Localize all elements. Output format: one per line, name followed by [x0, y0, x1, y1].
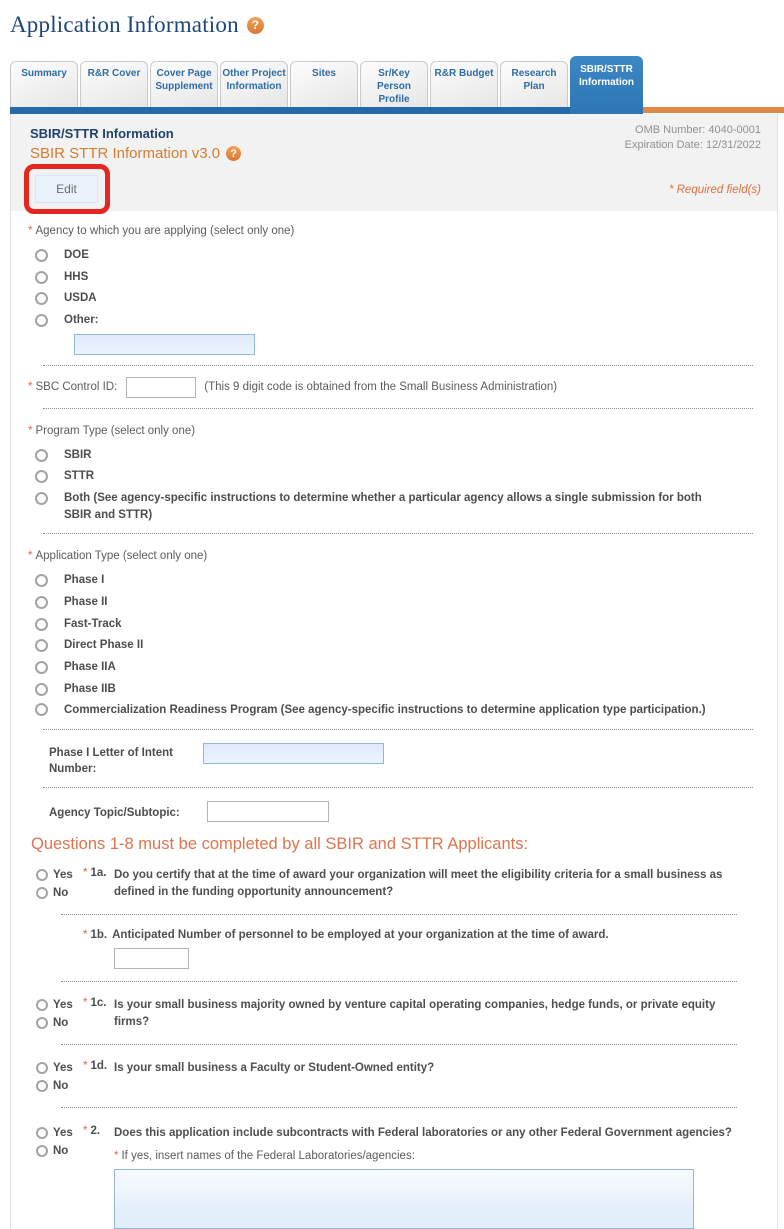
- tab-bar: [10, 56, 784, 107]
- radio-q2-yes-icon[interactable]: [36, 1127, 48, 1139]
- radio-q1c-no-icon[interactable]: [36, 1017, 48, 1029]
- form-panel-header: [11, 114, 777, 211]
- section-divider: [43, 533, 753, 534]
- section-divider: [43, 787, 753, 788]
- tab-sbir-sttr-information[interactable]: SBIR/STTR Information: [570, 56, 643, 114]
- required-note: * Required field(s): [668, 184, 761, 196]
- topic-label: Agency Topic/Subtopic:: [49, 807, 180, 820]
- radio-sbir-icon[interactable]: [35, 449, 48, 462]
- option-label: HHS: [64, 270, 89, 283]
- option-phase-1[interactable]: [11, 572, 777, 589]
- option-label: DOE: [64, 249, 89, 261]
- option-label: Both (See agency-specific instructions to determine whether a particular agency allows a single submission for both SBIR and STTR): [64, 492, 702, 521]
- radio-phase-2b-icon[interactable]: [35, 683, 48, 696]
- option-fast-track[interactable]: [11, 616, 777, 633]
- tab-other-project-information[interactable]: Other Project Information: [220, 61, 288, 107]
- q1b-personnel-input[interactable]: [114, 948, 189, 969]
- program-type-options: [11, 447, 777, 524]
- option-phase-2b[interactable]: [11, 681, 777, 698]
- page-title: Application Information: [10, 12, 239, 37]
- option-sttr[interactable]: [11, 468, 777, 485]
- section-divider: [43, 729, 753, 730]
- question-2: Yes No * 2. Does this application include subcontracts with Federal laboratories or any other Federal Government agencies? * If yes, insert names of the Federal Laboratories/agencies:: [11, 1124, 777, 1229]
- tab-underline-blue: [10, 107, 643, 114]
- q1a-no[interactable]: No: [36, 884, 83, 902]
- q1c-text: Is your small business majority owned by venture capital operating companies, hedge funds, or private equity firms?: [114, 999, 716, 1029]
- loi-label: Phase I Letter of Intent Number:: [49, 747, 173, 776]
- radio-hhs-icon[interactable]: [35, 271, 48, 284]
- agency-topic-input[interactable]: [207, 801, 329, 822]
- option-hhs[interactable]: [11, 269, 777, 286]
- option-label: Commercialization Readiness Program (See agency-specific instructions to determine application type participation.): [64, 704, 706, 717]
- tab-sr-key-person-profile[interactable]: Sr/Key Person Profile: [360, 61, 428, 107]
- radio-doe-icon[interactable]: [35, 249, 48, 262]
- section-divider: [43, 365, 753, 366]
- option-label: Phase IIB: [64, 682, 116, 695]
- help-icon[interactable]: ?: [226, 146, 241, 161]
- option-label: USDA: [64, 292, 97, 305]
- form-panel: [10, 114, 778, 1229]
- agency-options: [11, 247, 777, 355]
- radio-q1d-no-icon[interactable]: [36, 1080, 48, 1092]
- radio-other-icon[interactable]: [35, 314, 48, 327]
- q1a-text: Do you certify that at the time of award your organization will meet the eligibility criteria for a small business as defined in the funding opportunity announcement?: [114, 869, 723, 899]
- radio-q1a-yes-icon[interactable]: [36, 869, 48, 881]
- option-label: Phase I: [64, 574, 105, 587]
- section-divider: [43, 408, 753, 409]
- form-title: SBIR STTR Information v3.0: [30, 145, 221, 162]
- option-label: Fast-Track: [64, 617, 122, 630]
- form-body: [11, 211, 777, 1229]
- radio-sttr-icon[interactable]: [35, 470, 48, 483]
- option-phase-2a[interactable]: [11, 659, 777, 676]
- option-usda[interactable]: [11, 290, 777, 307]
- tab-rr-budget[interactable]: R&R Budget: [430, 61, 498, 107]
- radio-phase-2-icon[interactable]: [35, 596, 48, 609]
- omb-info: [625, 123, 761, 153]
- question-divider: [61, 1107, 737, 1108]
- program-type-label: * Program Type (select only one): [28, 424, 196, 437]
- option-doe[interactable]: [11, 247, 777, 264]
- option-both[interactable]: [11, 490, 777, 523]
- radio-fast-track-icon[interactable]: [35, 618, 48, 631]
- application-type-options: [11, 572, 777, 719]
- question-divider: [61, 981, 737, 982]
- question-1c: Yes No * 1c. Is your small business majority owned by venture capital operating companies, hedge funds, or private equity firms?: [11, 996, 777, 1032]
- radio-crp-icon[interactable]: [35, 703, 48, 716]
- q2-sub-label: * If yes, insert names of the Federal Laboratories/agencies:: [114, 1150, 415, 1163]
- loi-row: [11, 743, 777, 777]
- expiration-date: Expiration Date: 12/31/2022: [624, 139, 761, 151]
- option-label: Phase IIA: [64, 661, 116, 674]
- option-commercialization-readiness[interactable]: [11, 702, 777, 719]
- option-label: STTR: [64, 470, 95, 483]
- loi-number-input[interactable]: [203, 743, 384, 764]
- tab-cover-page-supplement[interactable]: Cover Page Supplement: [150, 61, 218, 107]
- option-label: Direct Phase II: [64, 639, 144, 652]
- radio-both-icon[interactable]: [35, 492, 48, 505]
- sbc-row: * SBC Control ID: (This 9 digit code is obtained from the Small Business Administration): [11, 377, 777, 398]
- question-divider: [61, 1044, 737, 1045]
- question-divider: [61, 914, 737, 915]
- tab-sites[interactable]: Sites: [290, 61, 358, 107]
- question-1b: * 1b. Anticipated Number of personnel to be employed at your organization at the time of award.: [11, 929, 777, 969]
- radio-phase-2a-icon[interactable]: [35, 661, 48, 674]
- radio-phase-1-icon[interactable]: [35, 574, 48, 587]
- agency-other-input[interactable]: [74, 334, 255, 355]
- option-label: Phase II: [64, 596, 108, 609]
- q2-yes[interactable]: Yes: [36, 1124, 83, 1142]
- radio-q2-no-icon[interactable]: [36, 1145, 48, 1157]
- radio-q1c-yes-icon[interactable]: [36, 999, 48, 1011]
- radio-usda-icon[interactable]: [35, 292, 48, 305]
- topic-row: [11, 801, 777, 822]
- q1d-no[interactable]: No: [36, 1077, 83, 1095]
- tab-research-plan[interactable]: Research Plan: [500, 61, 568, 107]
- tab-rr-cover[interactable]: R&R Cover: [80, 61, 148, 107]
- q1d-text: Is your small business a Faculty or Student-Owned entity?: [114, 1062, 435, 1075]
- q1a-yes[interactable]: Yes: [36, 866, 83, 884]
- q2-text: Does this application include subcontracts with Federal laboratories or any other Federal Government agencies?: [114, 1127, 732, 1140]
- q2-federal-labs-textarea[interactable]: [114, 1169, 694, 1229]
- sbc-label: SBC Control ID:: [35, 381, 118, 394]
- tab-underline-row: [10, 107, 784, 114]
- option-sbir[interactable]: [11, 447, 777, 464]
- application-type-label: * Application Type (select only one): [28, 550, 208, 563]
- question-1a: Yes No * 1a. Do you certify that at the time of award your organization will meet the eligibility criteria for a small business as defined in the funding opportunity announcement?: [11, 866, 777, 902]
- section-title: SBIR/STTR Information: [30, 126, 174, 141]
- radio-direct-phase-2-icon[interactable]: [35, 639, 48, 652]
- sbc-note: (This 9 digit code is obtained from the Small Business Administration): [204, 381, 558, 394]
- q1d-yes[interactable]: Yes: [36, 1059, 83, 1077]
- q1c-yes[interactable]: Yes: [36, 996, 83, 1014]
- questions-heading: Questions 1-8 must be completed by all SBIR and STTR Applicants:: [31, 835, 529, 854]
- option-label: SBIR: [64, 448, 92, 461]
- accent-bar-orange: [643, 107, 784, 113]
- radio-q1d-yes-icon[interactable]: [36, 1062, 48, 1074]
- q1b-text: Anticipated Number of personnel to be employed at your organization at the time of award.: [112, 929, 609, 942]
- option-other[interactable]: [11, 312, 777, 329]
- agency-label: * Agency to which you are applying (select only one): [28, 225, 295, 237]
- option-direct-phase-2[interactable]: [11, 637, 777, 654]
- question-1d: Yes No * 1d. Is your small business a Faculty or Student-Owned entity?: [11, 1059, 777, 1095]
- sbc-control-id-input[interactable]: [126, 377, 196, 398]
- omb-number: OMB Number: 4040-0001: [635, 124, 761, 136]
- page-header: [0, 0, 784, 40]
- required-marker: *: [28, 225, 33, 237]
- option-phase-2[interactable]: [11, 594, 777, 611]
- radio-q1a-no-icon[interactable]: [36, 887, 48, 899]
- help-icon[interactable]: ?: [247, 17, 264, 34]
- q1c-no[interactable]: No: [36, 1014, 83, 1032]
- q2-no[interactable]: No: [36, 1142, 83, 1160]
- option-label: Other:: [64, 314, 99, 327]
- edit-button[interactable]: Edit: [35, 175, 98, 203]
- tab-summary[interactable]: Summary: [10, 61, 78, 107]
